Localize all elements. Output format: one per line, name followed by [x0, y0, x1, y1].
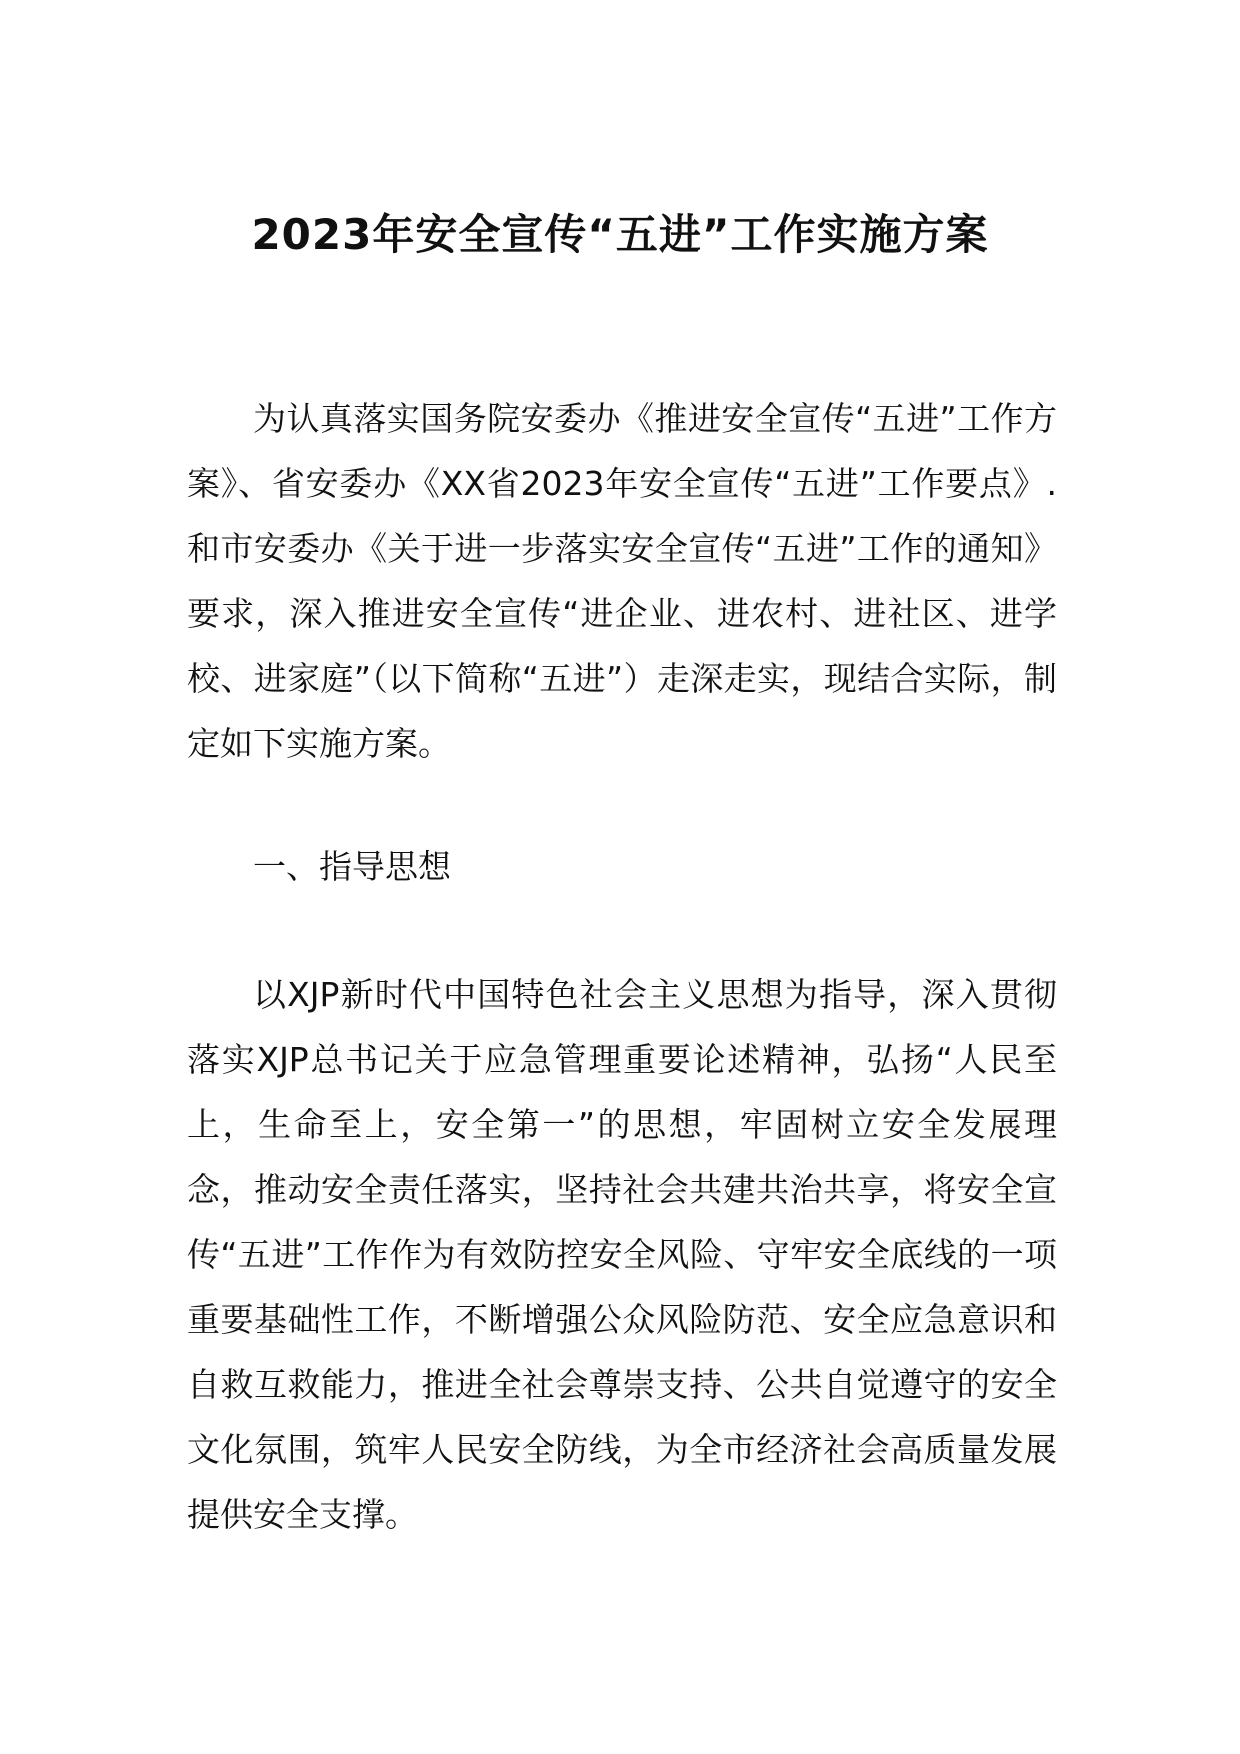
intro-paragraph: 为认真落实国务院安委办《推进安全宣传“五进”工作方案》、省安委办《XX省2023年安全宣传“五进”工作要点》.和市安委办《关于进一步落实安全宣传“五进”工作的通知》要求，深入推进安全宣传“进企业、进农村、进社区、进学校、进家庭”（以下简称“五进”）走深走实，现结合实际，制定如下实施方案。: [187, 399, 1057, 763]
document-title: 2023年安全宣传“五进”工作实施方案: [251, 210, 989, 259]
section-heading-guiding-ideology: 一、指导思想: [253, 847, 451, 886]
guiding-ideology-paragraph: 以XJP新时代中国特色社会主义思想为指导，深入贯彻落实XJP总书记关于应急管理重要论述精神，弘扬“人民至上，生命至上，安全第一”的思想，牢固树立安全发展理念，推动安全责任落实，坚持社会共建共治共享，将安全宣传“五进”工作作为有效防控安全风险、守牢安全底线的一项重要基础性工作，不断增强公众风险防范、安全应急意识和自救互救能力，推进全社会尊崇支持、公共自觉遵守的安全文化氛围，筑牢人民安全防线，为全市经济社会高质量发展提供安全支撑。: [187, 975, 1057, 1534]
